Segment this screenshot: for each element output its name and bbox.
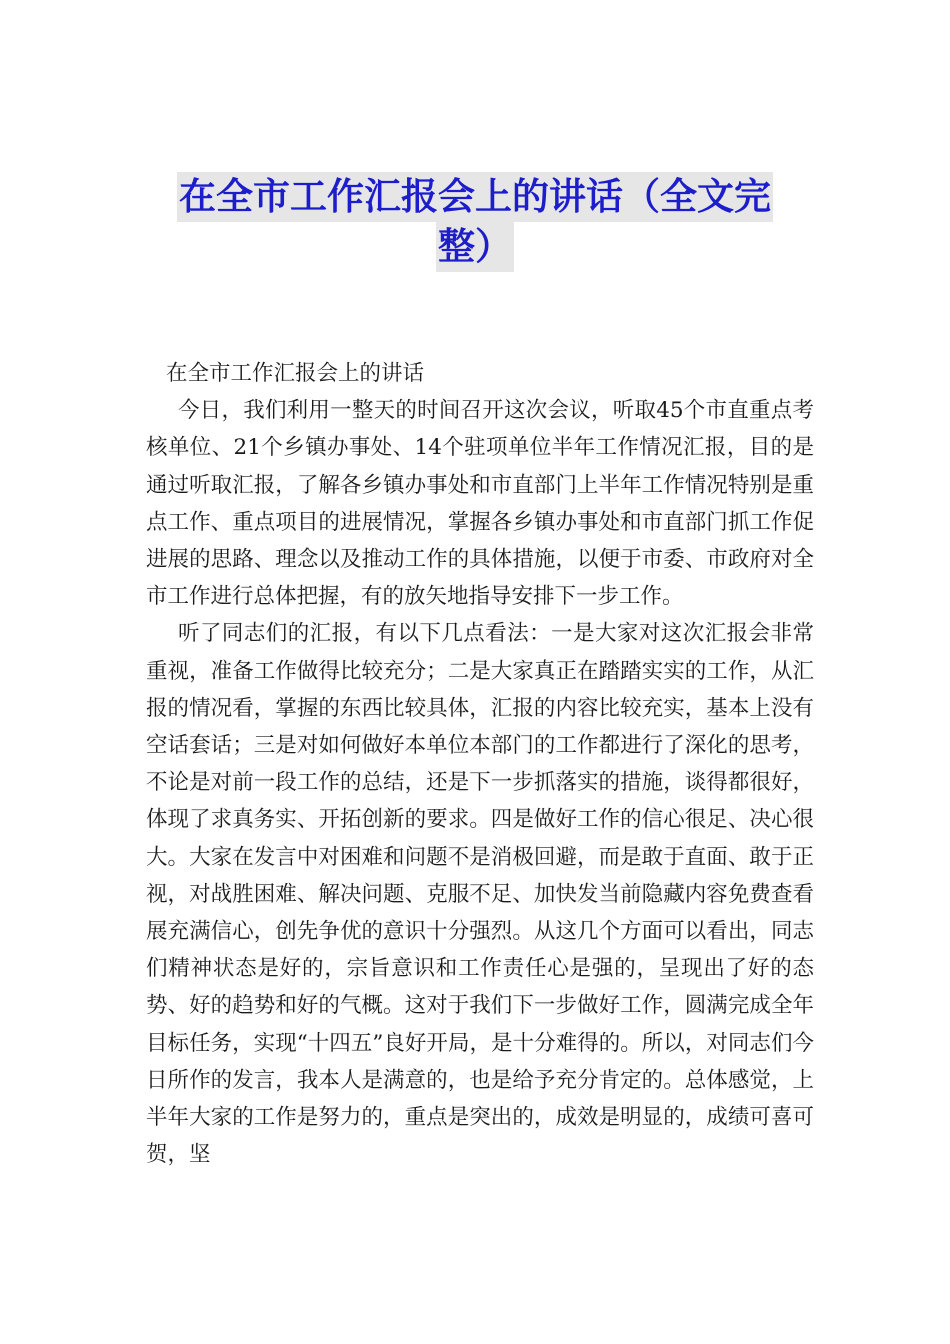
paragraph: 今日，我们利用一整天的时间召开这次会议，听取45个市直重点考核单位、21个乡镇办事处、14个驻项单位半年工作情况汇报，目的是通过听取汇报，了解各乡镇办事处和市直部门上半年工作情况特别是重点工作、重点项目的进展情况，掌握各乡镇办事处和市直部门抓工作促进展的思路、理念以及推动工作的具体措施，以便于市委、市政府对全市工作进行总体把握，有的放矢地指导安排下一步工作。 bbox=[146, 398, 814, 610]
document-body bbox=[146, 355, 814, 1173]
title-line-1: 在全市工作汇报会上的讲话（全文完 bbox=[177, 172, 773, 222]
paragraph: 听了同志们的汇报，有以下几点看法：一是大家对这次汇报会非常重视，准备工作做得比较充分；二是大家真正在踏踏实实的工作，从汇报的情况看，掌握的东西比较具体，汇报的内容比较充实，基本上没有空话套话；三是对如何做好本单位本部门的工作都进行了深化的思考，不论是对前一段工作的总结，还是下一步抓落实的措施，谈得都很好，体现了求真务实、开拓创新的要求。四是做好工作的信心很足、决心很大。大家在发言中对困难和问题不是消极回避，而是敢于直面、敢于正视，对战胜困难、解决问题、克服不足、加快发当前隐藏内容免费查看展充满信心，创先争优的意识十分强烈。从这几个方面可以看出，同志们精神状态是好的，宗旨意识和工作责任心是强的，呈现出了好的态势、好的趋势和好的气概。这对于我们下一步做好工作，圆满完成全年目标任务，实现“十四五”良好开局，是十分难得的。所以，对同志们今日所作的发言，我本人是满意的，也是给予充分肯定的。总体感觉，上半年大家的工作是努力的，重点是突出的，成效是明显的，成绩可喜可贺，坚 bbox=[146, 621, 814, 1168]
document-title bbox=[120, 172, 830, 272]
title-line-2: 整） bbox=[436, 222, 514, 272]
speech-subtitle: 在全市工作汇报会上的讲话 bbox=[166, 361, 425, 386]
